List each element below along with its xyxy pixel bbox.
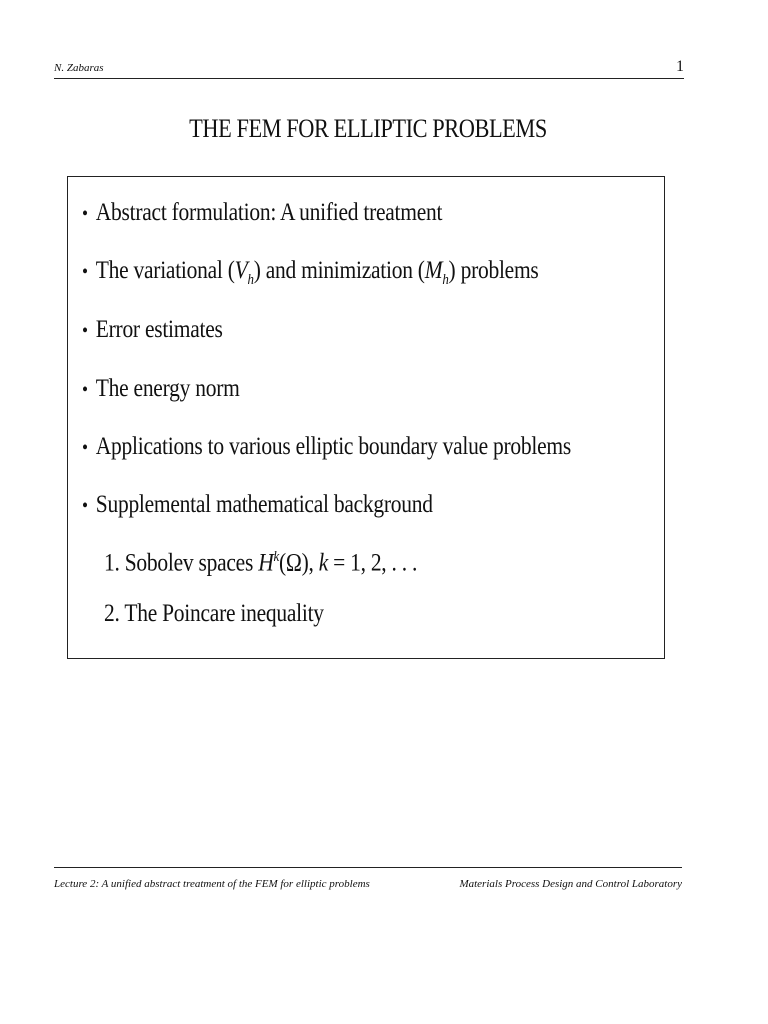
bullet-text: Abstract formulation: A unified treatment <box>95 199 443 226</box>
bullet-text: Applications to various elliptic boundary value problems <box>95 433 571 460</box>
math-subscript: h <box>247 272 254 288</box>
bullet-text: Supplemental mathematical background <box>95 491 433 518</box>
subitem-text: 2. The Poincare inequality <box>104 600 324 627</box>
bullet-item <box>82 199 442 227</box>
page-footer <box>54 867 682 890</box>
bullet-item <box>82 316 223 344</box>
bullet-text: Error estimates <box>95 316 223 343</box>
bullet-item <box>82 257 539 289</box>
bullet-item <box>82 433 571 461</box>
footer-lab-name: Materials Process Design and Control Laboratory <box>459 878 682 890</box>
math-symbol: k <box>318 549 328 577</box>
bullet-dot-icon: • <box>82 495 88 517</box>
numbered-subitem <box>104 549 417 577</box>
math-symbol: H <box>258 549 274 577</box>
bullet-text: ) problems <box>448 257 539 284</box>
header-author: N. Zabaras <box>54 62 104 74</box>
math-symbol: V <box>234 257 248 284</box>
bullet-dot-icon: • <box>82 261 88 283</box>
bullet-dot-icon: • <box>82 320 88 342</box>
subitem-text: 1. Sobolev spaces <box>104 549 259 577</box>
bullet-item <box>82 491 433 519</box>
slide-title: THE FEM FOR ELLIPTIC PROBLEMS <box>189 114 547 143</box>
bullet-text: The energy norm <box>95 375 240 402</box>
math-subscript: h <box>442 272 449 288</box>
footer-lecture-title: Lecture 2: A unified abstract treatment of the FEM for elliptic problems <box>54 878 370 890</box>
math-symbol: M <box>424 257 443 284</box>
subitem-text: (Ω), <box>278 549 319 577</box>
math-superscript: k <box>273 549 279 565</box>
bullet-dot-icon: • <box>82 379 88 401</box>
content-box <box>67 176 665 659</box>
page-header <box>54 58 684 79</box>
bullet-text: The variational ( <box>95 257 235 284</box>
bullet-dot-icon: • <box>82 437 88 459</box>
page-number: 1 <box>676 58 684 75</box>
bullet-item <box>82 375 240 403</box>
numbered-subitem <box>104 600 324 628</box>
subitem-text: = 1, 2, . . . <box>327 549 418 577</box>
bullet-text: ) and minimization ( <box>253 257 425 284</box>
bullet-dot-icon: • <box>82 203 88 225</box>
